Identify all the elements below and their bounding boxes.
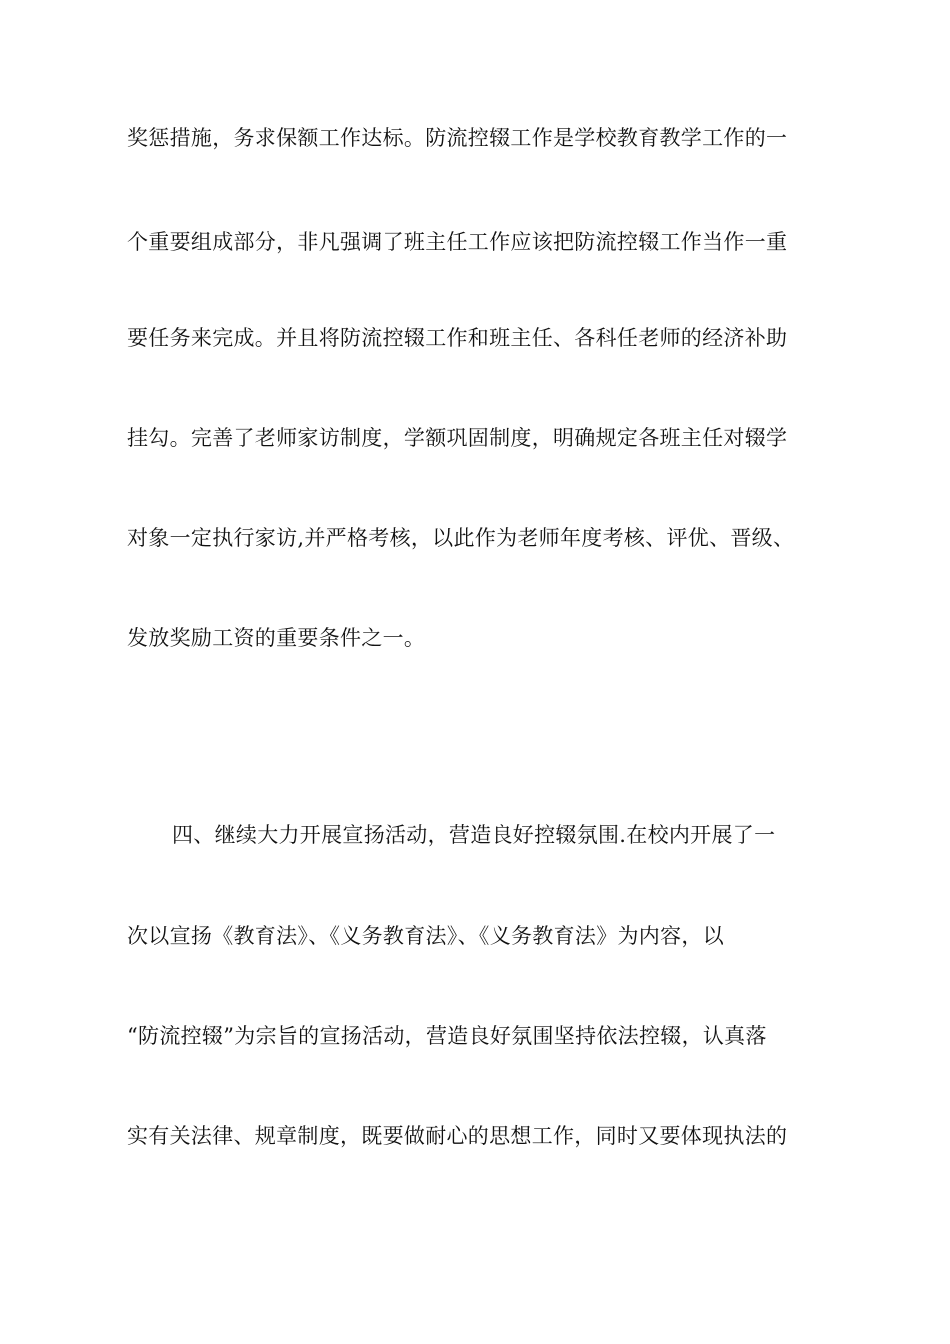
text-line: 要任务来完成。并且将防流控辍工作和班主任、各科任老师的经济补助	[127, 326, 788, 350]
text-line: 实有关法律、规章制度，既要做耐心的思想工作，同时又要体现执法的	[127, 1124, 788, 1148]
text-line: 四、继续大力开展宣扬活动，营造良好控辍氛围.在校内开展了一	[172, 823, 776, 847]
text-line: 奖惩措施，务求保额工作达标。防流控辍工作是学校教育教学工作的一	[127, 126, 788, 150]
text-line: 个重要组成部分，非凡强调了班主任工作应该把防流控辍工作当作一重	[127, 230, 788, 254]
text-line: “防流控辍”为宗旨的宣扬活动，营造良好氛围坚持依法控辍，认真落	[127, 1024, 767, 1048]
text-line: 发放奖励工资的重要条件之一。	[127, 626, 426, 650]
text-line: 对象一定执行家访,并严格考核，以此作为老师年度考核、评优、晋级、	[127, 526, 795, 550]
text-line: 次以宣扬《教育法》、《义务教育法》、《义务教育法》为内容，以	[127, 924, 724, 948]
text-line: 挂勾。完善了老师家访制度，学额巩固制度，明确规定各班主任对辍学	[127, 426, 788, 450]
